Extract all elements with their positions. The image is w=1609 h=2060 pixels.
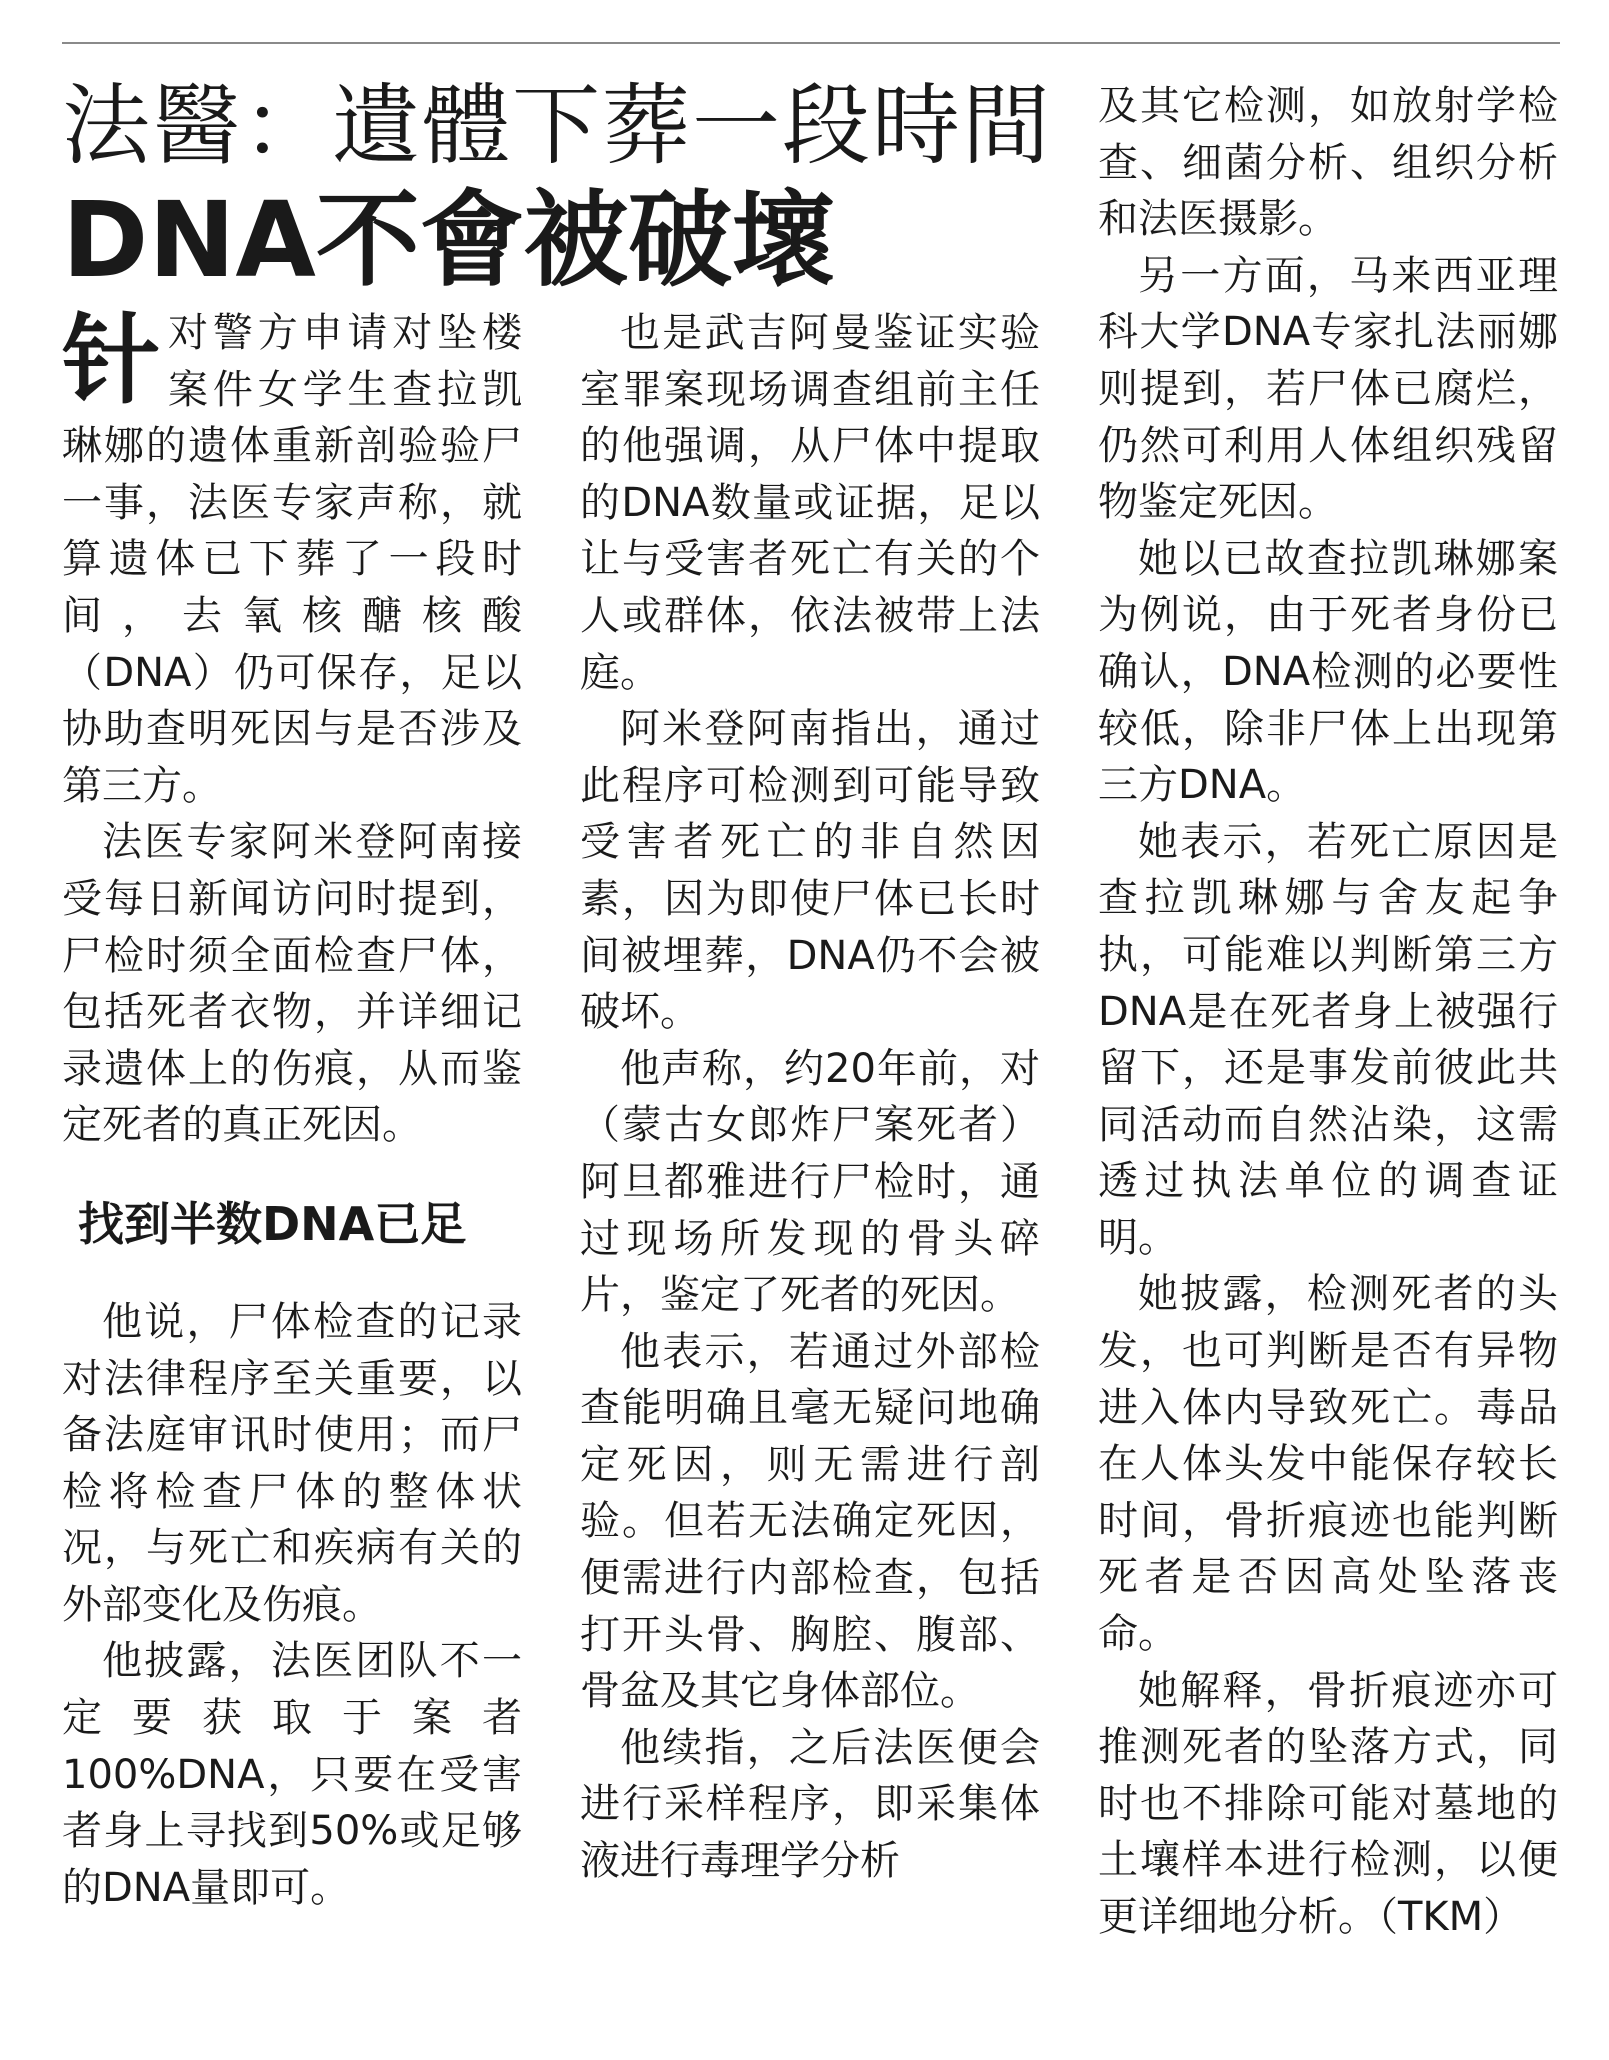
article-column-2 [580, 305, 1040, 1890]
paragraph: 也是武吉阿曼鉴证实验室罪案现场调查组前主任的他强调，从尸体中提取的DNA数量或证据，足以让与受害者死亡有关的个人或群体，依法被带上法庭。 [580, 310, 1040, 696]
paragraph-continued: 及其它检测，如放射学检查、细菌分析、组织分析和法医摄影。 [1098, 83, 1558, 243]
article-column-1 [62, 305, 522, 1916]
paragraph: 他声称，约20年前，对（蒙古女郎炸尸案死者）阿旦都雅进行尸检时，通过现场所发现的骨头碎片，鉴定了死者的死因。 [580, 1045, 1040, 1319]
paragraph: 另一方面，马来西亚理科大学DNA专家扎法丽娜则提到，若尸体已腐烂，仍然可利用人体组织残留物鉴定死因。 [1098, 252, 1558, 526]
paragraph: 她以已故查拉凯琳娜案为例说，由于死者身份已确认，DNA检测的必要性较低，除非尸体上出现第三方DNA。 [1098, 535, 1558, 809]
paragraph: 她解释，骨折痕迹亦可推测死者的坠落方式，同时也不排除可能对墓地的土壤样本进行检测，以便更详细地分析。（TKM） [1098, 1667, 1558, 1940]
lead-text: 对警方申请对坠楼案件女学生查拉凯琳娜的遗体重新剖验验尸一事，法医专家声称，就算遗体已下葬了一段时间，去氧核醣核酸（DNA）仍可保存，足以协助查明死因与是否涉及第三方。 [62, 310, 522, 809]
subheading: 找到半数DNA已足 [78, 1196, 467, 1251]
paragraph: 法医专家阿米登阿南接受每日新闻访问时提到，尸检时须全面检查尸体，包括死者衣物，并详细记录遗体上的伤痕，从而鉴定死者的真正死因。 [62, 819, 522, 1149]
paragraph: 他说，尸体检查的记录对法律程序至关重要，以备法庭审讯时使用；而尸检将检查尸体的整体状况，与死亡和疾病有关的外部变化及伤痕。 [62, 1298, 522, 1628]
lead-paragraph [62, 305, 522, 814]
top-rule [62, 42, 1560, 44]
headline-kicker: 法醫：遺體下葬一段時間 [62, 74, 1053, 177]
paragraph: 阿米登阿南指出，通过此程序可检测到可能导致受害者死亡的非自然因素，因为即使尸体已长时间被埋葬，DNA仍不会被破坏。 [580, 706, 1040, 1036]
drop-cap: 针 [62, 304, 161, 418]
paragraph: 他续指，之后法医便会进行采样程序，即采集体液进行毒理学分析 [580, 1724, 1040, 1885]
paragraph: 她表示，若死亡原因是查拉凯琳娜与舍友起争执，可能难以判断第三方DNA是在死者身上被强行留下，还是事发前彼此共同活动而自然沾染，这需透过执法单位的调查证明。 [1098, 818, 1558, 1261]
paragraph: 她披露，检测死者的头发，也可判断是否有异物进入体内导致死亡。毒品在人体头发中能保存较长时间，骨折痕迹也能判断死者是否因高处坠落丧命。 [1098, 1271, 1558, 1658]
article-column-3 [1098, 78, 1558, 1946]
paragraph: 他表示，若通过外部检查能明确且毫无疑问地确定死因，则无需进行剖验。但若无法确定死因，便需进行内部检查，包括打开头骨、胸腔、腹部、骨盆及其它身体部位。 [580, 1328, 1040, 1715]
headline-title: DNA不會被破壞 [62, 179, 836, 301]
paragraph: 他披露，法医团队不一定要获取于案者100%DNA，只要在受害者身上寻找到50%或足够的DNA量即可。 [62, 1638, 522, 1911]
